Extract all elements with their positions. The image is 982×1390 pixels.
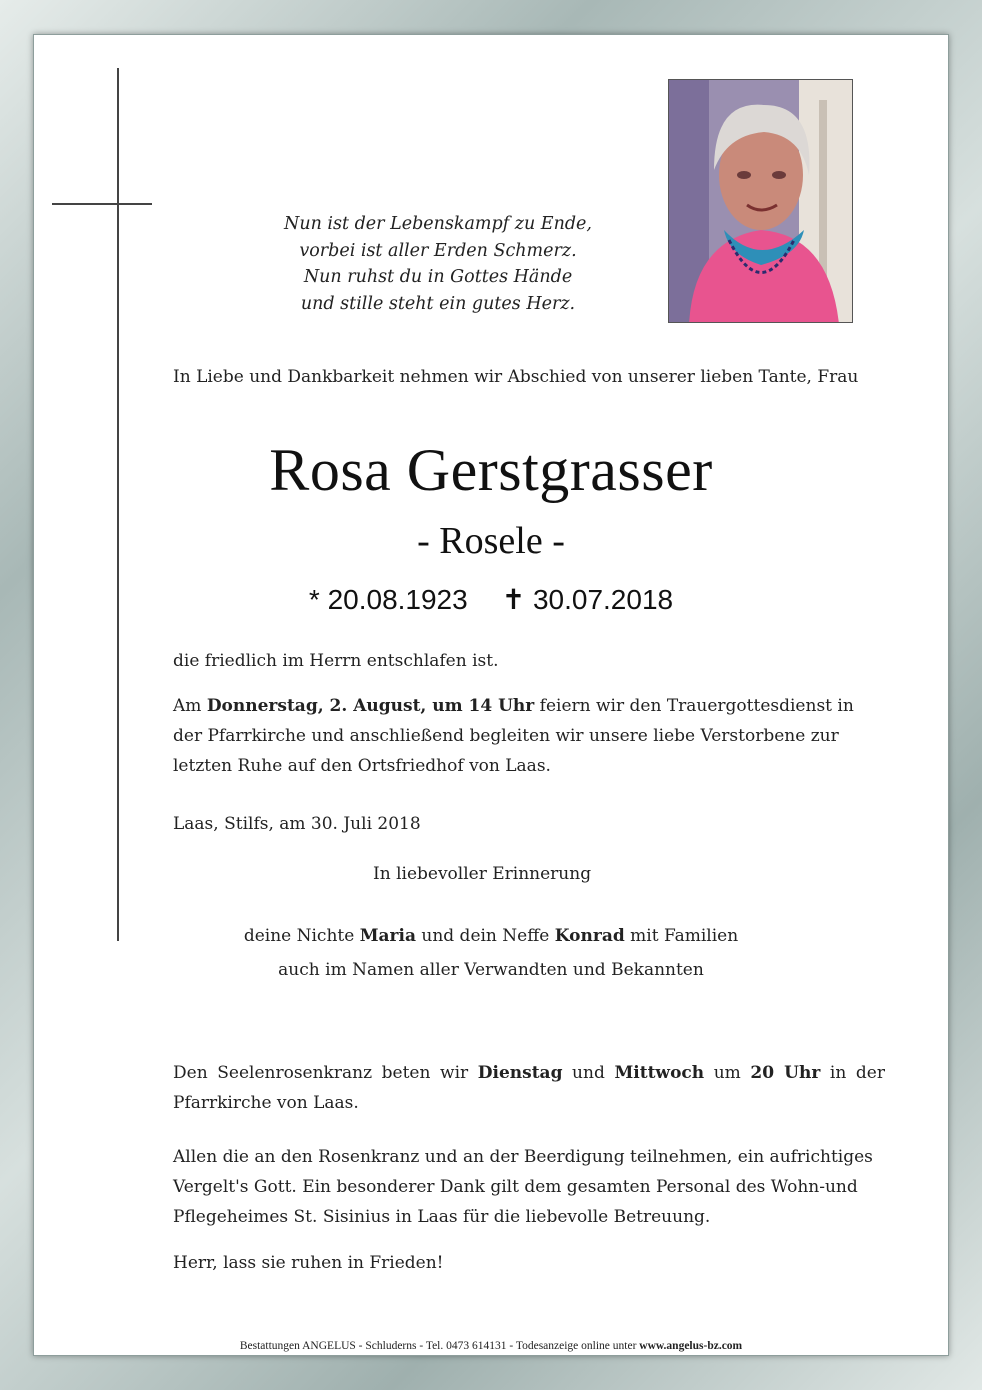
poem-line: und stille steht ein gutes Herz. [300, 293, 576, 314]
text-run: und [562, 1063, 615, 1083]
mourner-name: Maria [359, 926, 416, 946]
place-and-date: Laas, Stilfs, am 30. Juli 2018 [173, 814, 421, 834]
text-run: und dein Neffe [415, 926, 555, 946]
footer-credits [33, 1340, 949, 1352]
footer-website-link[interactable]: www.angelus-bz.com [639, 1340, 743, 1352]
cross-horizontal-bar [52, 203, 152, 205]
funeral-details [173, 691, 885, 781]
intro-line: In Liebe und Dankbarkeit nehmen wir Abschied von unserer lieben Tante, Frau [173, 367, 859, 387]
rosary-day: Mittwoch [614, 1063, 705, 1083]
poem-line: Nun ist der Lebenskampf zu Ende, [284, 214, 592, 234]
rosary-time: 20 Uhr [750, 1063, 821, 1083]
text-run: um [704, 1063, 751, 1083]
relatives-line: auch im Namen aller Verwandten und Bekannten [278, 960, 704, 980]
text-run: mit Familien [624, 926, 739, 946]
mourners-line [33, 926, 949, 946]
text-run: in der Pfarrkirche von Laas. [173, 1063, 885, 1113]
text-run: feiern wir den Trauergottesdienst in der Pfarrkirche und anschließend begleiten wir unsere liebe Verstorbene zur letzten Ruhe auf den Ortsfriedhof von Laas. [173, 696, 854, 776]
footer-text: Bestattungen ANGELUS - Schluderns - Tel. 0473 614131 - Todesanzeige online unter [239, 1340, 640, 1352]
funeral-date-time: Donnerstag, 2. August, um 14 Uhr [206, 696, 535, 716]
death-cross-icon: ✝ [501, 584, 526, 615]
text-run: deine Nichte [243, 926, 360, 946]
text-run: Den Seelenrosenkranz beten wir [173, 1063, 478, 1083]
text-run: Am [173, 696, 207, 716]
thanks-paragraph: Allen die an den Rosenkranz und an der Beerdigung teilnehmen, ein aufrichtiges Vergelt's Gott. Ein besonderer Dank gilt dem gesamten Personal des Wohn-und Pflegeheimes St. Sisinius in Laas für die liebevolle Betreuung. [173, 1147, 873, 1227]
mourner-name: Konrad [554, 926, 625, 946]
poem-line: Nun ruhst du in Gottes Hände [303, 267, 573, 287]
memorial-poem [248, 211, 628, 317]
life-dates [33, 583, 949, 616]
rosary-notice [173, 1058, 885, 1118]
closing-prayer: Herr, lass sie ruhen in Frieden! [173, 1253, 444, 1273]
birth-date: * 20.08.1923 [308, 584, 468, 615]
portrait-photo [668, 79, 853, 323]
rosary-day: Dienstag [477, 1063, 563, 1083]
obituary-sheet [33, 34, 949, 1356]
deceased-name: Rosa Gerstgrasser [269, 437, 713, 503]
passing-note: die friedlich im Herrn entschlafen ist. [173, 651, 499, 671]
poem-line: vorbei ist aller Erden Schmerz. [299, 240, 577, 261]
death-date: 30.07.2018 [532, 584, 674, 615]
deceased-nickname: - Rosele - [417, 520, 565, 562]
in-memory-line: In liebevoller Erinnerung [373, 864, 592, 884]
